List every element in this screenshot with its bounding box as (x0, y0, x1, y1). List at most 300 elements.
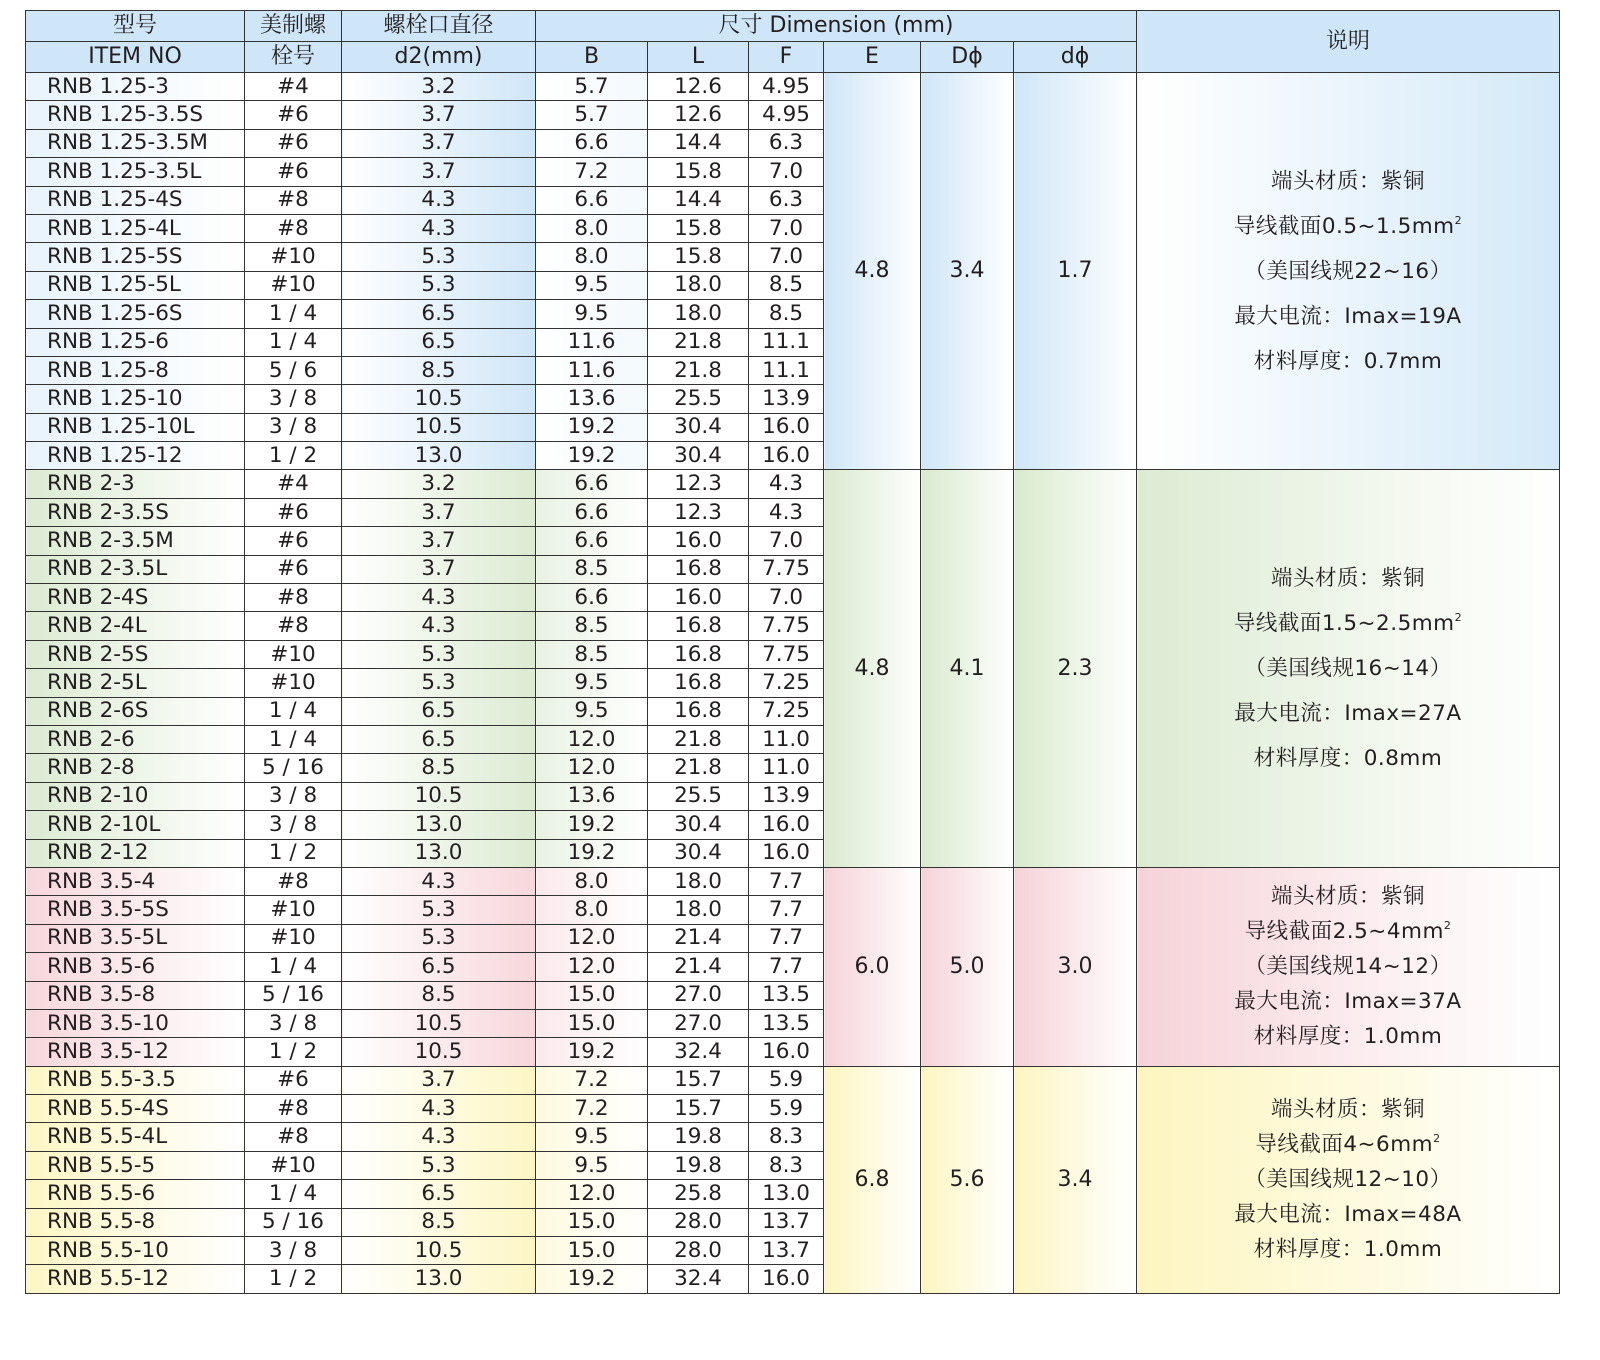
dim-F: 7.0 (749, 214, 824, 242)
dim-L: 30.4 (648, 442, 749, 470)
dim-B: 15.0 (536, 981, 648, 1009)
dim-Dphi: 3.4 (921, 73, 1014, 470)
item-no: RNB 2-4L (26, 612, 245, 640)
terminal-spec-table (25, 10, 1560, 1294)
dim-Dphi: 4.1 (921, 470, 1014, 867)
dim-B: 9.5 (536, 1123, 648, 1151)
group-1 (26, 73, 1560, 470)
dim-L: 15.7 (648, 1066, 749, 1094)
dim-L: 16.0 (648, 584, 749, 612)
table-row (26, 867, 1560, 895)
dim-dphi: 3.0 (1014, 867, 1137, 1066)
item-no: RNB 1.25-4L (26, 214, 245, 242)
dim-F: 4.95 (749, 73, 824, 101)
dim-B: 19.2 (536, 1038, 648, 1066)
item-no: RNB 2-5L (26, 669, 245, 697)
bolt-size: #8 (245, 1123, 342, 1151)
dim-L: 19.8 (648, 1151, 749, 1179)
d2-value: 10.5 (342, 782, 536, 810)
d2-value: 6.5 (342, 953, 536, 981)
item-no: RNB 2-4S (26, 584, 245, 612)
dim-B: 19.2 (536, 413, 648, 441)
dim-B: 7.2 (536, 158, 648, 186)
bolt-size: #10 (245, 896, 342, 924)
d2-value: 8.5 (342, 1208, 536, 1236)
dim-F: 7.75 (749, 612, 824, 640)
group-4 (26, 1066, 1560, 1293)
dim-L: 19.8 (648, 1123, 749, 1151)
header-d2-cn: 螺栓口直径 (342, 11, 536, 42)
note-line: 端头材质：紫铜 (1270, 566, 1425, 592)
dim-L: 32.4 (648, 1038, 749, 1066)
dim-B: 15.0 (536, 1208, 648, 1236)
item-no: RNB 2-8 (26, 754, 245, 782)
d2-value: 13.0 (342, 839, 536, 867)
d2-value: 8.5 (342, 981, 536, 1009)
bolt-size: 3 / 8 (245, 782, 342, 810)
dim-L: 14.4 (648, 129, 749, 157)
d2-value: 6.5 (342, 328, 536, 356)
dim-L: 15.7 (648, 1095, 749, 1123)
item-no: RNB 1.25-3 (26, 73, 245, 101)
d2-value: 13.0 (342, 811, 536, 839)
bolt-size: #6 (245, 158, 342, 186)
dim-B: 11.6 (536, 328, 648, 356)
dim-B: 6.6 (536, 186, 648, 214)
bolt-size: #6 (245, 101, 342, 129)
header-dphi: dϕ (1014, 42, 1137, 73)
superscript-2: 2 (1443, 919, 1452, 933)
d2-value: 8.5 (342, 356, 536, 384)
bolt-size: 1 / 4 (245, 300, 342, 328)
item-no: RNB 2-10 (26, 782, 245, 810)
d2-value: 6.5 (342, 1180, 536, 1208)
dim-L: 15.8 (648, 214, 749, 242)
item-no: RNB 1.25-10L (26, 413, 245, 441)
bolt-size: #8 (245, 214, 342, 242)
dim-L: 21.8 (648, 328, 749, 356)
dim-L: 12.3 (648, 498, 749, 526)
d2-value: 3.7 (342, 101, 536, 129)
dim-F: 7.75 (749, 640, 824, 668)
dim-B: 6.6 (536, 584, 648, 612)
dim-L: 32.4 (648, 1265, 749, 1293)
dim-F: 13.9 (749, 385, 824, 413)
dim-L: 16.8 (648, 640, 749, 668)
bolt-size: 5 / 16 (245, 1208, 342, 1236)
d2-value: 5.3 (342, 640, 536, 668)
dim-F: 6.3 (749, 186, 824, 214)
note-line: 导线截面$0.5\sim 1.5mm^2$ (1233, 213, 1463, 239)
d2-value: 10.5 (342, 1038, 536, 1066)
dim-F: 7.75 (749, 555, 824, 583)
group-2 (26, 470, 1560, 867)
d2-value: 5.3 (342, 896, 536, 924)
dim-L: 12.6 (648, 73, 749, 101)
table-header (26, 11, 1560, 73)
dim-B: 9.5 (536, 669, 648, 697)
item-no: RNB 5.5-4S (26, 1095, 245, 1123)
item-no: RNB 5.5-3.5 (26, 1066, 245, 1094)
dim-L: 21.8 (648, 725, 749, 753)
item-no: RNB 5.5-10 (26, 1237, 245, 1265)
header-bolt-line1: 美制螺 (245, 11, 342, 42)
bolt-size: #6 (245, 1066, 342, 1094)
d2-value: 8.5 (342, 754, 536, 782)
bolt-size: #8 (245, 867, 342, 895)
dim-B: 13.6 (536, 385, 648, 413)
item-no: RNB 2-3.5L (26, 555, 245, 583)
dim-F: 13.7 (749, 1208, 824, 1236)
bolt-size: #8 (245, 584, 342, 612)
dim-B: 12.0 (536, 1180, 648, 1208)
dim-B: 9.5 (536, 300, 648, 328)
dim-L: 16.8 (648, 697, 749, 725)
d2-value: 4.3 (342, 1123, 536, 1151)
dim-F: 11.0 (749, 754, 824, 782)
dim-L: 12.3 (648, 470, 749, 498)
item-no: RNB 1.25-12 (26, 442, 245, 470)
dim-B: 19.2 (536, 839, 648, 867)
dim-F: 7.7 (749, 953, 824, 981)
d2-value: 4.3 (342, 186, 536, 214)
bolt-size: 1 / 4 (245, 1180, 342, 1208)
note-cell (1137, 1066, 1560, 1293)
item-no: RNB 1.25-4S (26, 186, 245, 214)
item-no: RNB 5.5-12 (26, 1265, 245, 1293)
dim-F: 7.7 (749, 924, 824, 952)
dim-B: 15.0 (536, 1009, 648, 1037)
note-line: 导线截面$2.5\sim 4mm^2$ (1244, 919, 1452, 945)
header-dimension: 尺寸 Dimension (mm) (536, 11, 1137, 42)
note-line: （美国线规16~14） (1244, 656, 1452, 682)
dim-B: 8.0 (536, 896, 648, 924)
dim-L: 18.0 (648, 300, 749, 328)
dim-dphi: 2.3 (1014, 470, 1137, 867)
note-line: 最大电流：Imax=48A (1234, 1202, 1462, 1228)
dim-F: 8.5 (749, 271, 824, 299)
dim-L: 16.8 (648, 555, 749, 583)
dim-L: 14.4 (648, 186, 749, 214)
bolt-size: 3 / 8 (245, 811, 342, 839)
item-no: RNB 1.25-3.5L (26, 158, 245, 186)
note-line: 最大电流：Imax=19A (1234, 303, 1462, 329)
d2-value: 6.5 (342, 725, 536, 753)
dim-F: 5.9 (749, 1066, 824, 1094)
item-no: RNB 3.5-8 (26, 981, 245, 1009)
superscript-2: 2 (1433, 1132, 1441, 1146)
dim-F: 11.1 (749, 356, 824, 384)
bolt-size: #10 (245, 669, 342, 697)
bolt-size: 1 / 2 (245, 442, 342, 470)
dim-B: 7.2 (536, 1066, 648, 1094)
dim-F: 4.3 (749, 470, 824, 498)
header-E: E (824, 42, 921, 73)
dim-F: 8.3 (749, 1151, 824, 1179)
note-line: 端头材质：紫铜 (1270, 168, 1425, 194)
dim-B: 19.2 (536, 442, 648, 470)
d2-value: 3.7 (342, 1066, 536, 1094)
item-no: RNB 2-3.5M (26, 527, 245, 555)
item-no: RNB 5.5-4L (26, 1123, 245, 1151)
dim-B: 6.6 (536, 498, 648, 526)
dim-L: 15.8 (648, 158, 749, 186)
dim-L: 12.6 (648, 101, 749, 129)
dim-F: 7.25 (749, 669, 824, 697)
header-d2-en: d2(mm) (342, 42, 536, 73)
item-no: RNB 2-6S (26, 697, 245, 725)
dim-L: 21.4 (648, 924, 749, 952)
d2-value: 13.0 (342, 442, 536, 470)
d2-value: 10.5 (342, 385, 536, 413)
header-item-en: ITEM NO (26, 42, 245, 73)
dim-B: 7.2 (536, 1095, 648, 1123)
dim-F: 7.7 (749, 867, 824, 895)
d2-value: 4.3 (342, 612, 536, 640)
dim-E: 6.0 (824, 867, 921, 1066)
dim-F: 13.7 (749, 1237, 824, 1265)
dim-F: 13.5 (749, 1009, 824, 1037)
dim-L: 27.0 (648, 981, 749, 1009)
d2-value: 10.5 (342, 413, 536, 441)
dim-B: 12.0 (536, 953, 648, 981)
bolt-size: 1 / 4 (245, 953, 342, 981)
table-row (26, 1066, 1560, 1094)
d2-value: 10.5 (342, 1009, 536, 1037)
dim-L: 25.8 (648, 1180, 749, 1208)
dim-B: 13.6 (536, 782, 648, 810)
bolt-size: #10 (245, 243, 342, 271)
d2-value: 3.7 (342, 527, 536, 555)
bolt-size: 3 / 8 (245, 1009, 342, 1037)
d2-value: 4.3 (342, 214, 536, 242)
dim-F: 4.3 (749, 498, 824, 526)
dim-F: 11.1 (749, 328, 824, 356)
bolt-size: #8 (245, 612, 342, 640)
dim-L: 16.8 (648, 612, 749, 640)
d2-value: 5.3 (342, 669, 536, 697)
item-no: RNB 3.5-5L (26, 924, 245, 952)
item-no: RNB 1.25-3.5M (26, 129, 245, 157)
bolt-size: #4 (245, 470, 342, 498)
item-no: RNB 3.5-6 (26, 953, 245, 981)
bolt-size: 3 / 8 (245, 385, 342, 413)
item-no: RNB 3.5-10 (26, 1009, 245, 1037)
note-line: 材料厚度：0.8mm (1253, 746, 1443, 772)
dim-L: 16.8 (648, 669, 749, 697)
dim-F: 11.0 (749, 725, 824, 753)
dim-F: 16.0 (749, 1038, 824, 1066)
d2-value: 6.5 (342, 300, 536, 328)
item-no: RNB 2-10L (26, 811, 245, 839)
d2-value: 3.7 (342, 555, 536, 583)
bolt-size: 3 / 8 (245, 413, 342, 441)
dim-L: 21.4 (648, 953, 749, 981)
bolt-size: 1 / 4 (245, 328, 342, 356)
dim-B: 9.5 (536, 271, 648, 299)
item-no: RNB 2-6 (26, 725, 245, 753)
note-line: 最大电流：Imax=27A (1234, 701, 1462, 727)
dim-F: 16.0 (749, 442, 824, 470)
dim-B: 19.2 (536, 811, 648, 839)
dim-F: 7.0 (749, 527, 824, 555)
bolt-size: #10 (245, 640, 342, 668)
dim-F: 5.9 (749, 1095, 824, 1123)
note-line: 导线截面$4\sim 6mm^2$ (1255, 1132, 1441, 1158)
header-bolt-line2: 栓号 (245, 42, 342, 73)
dim-L: 16.0 (648, 527, 749, 555)
bolt-size: #6 (245, 527, 342, 555)
dim-B: 19.2 (536, 1265, 648, 1293)
item-no: RNB 2-3.5S (26, 498, 245, 526)
dim-B: 8.5 (536, 612, 648, 640)
d2-value: 3.7 (342, 158, 536, 186)
d2-value: 13.0 (342, 1265, 536, 1293)
item-no: RNB 3.5-5S (26, 896, 245, 924)
item-no: RNB 1.25-6S (26, 300, 245, 328)
dim-B: 9.5 (536, 1151, 648, 1179)
dim-L: 25.5 (648, 782, 749, 810)
bolt-size: #6 (245, 498, 342, 526)
bolt-size: 5 / 16 (245, 754, 342, 782)
item-no: RNB 1.25-8 (26, 356, 245, 384)
dim-L: 30.4 (648, 413, 749, 441)
d2-value: 5.3 (342, 243, 536, 271)
dim-dphi: 1.7 (1014, 73, 1137, 470)
dim-B: 9.5 (536, 697, 648, 725)
dim-E: 4.8 (824, 73, 921, 470)
d2-value: 3.2 (342, 73, 536, 101)
note-line: （美国线规12~10） (1244, 1167, 1452, 1193)
d2-value: 5.3 (342, 1151, 536, 1179)
item-no: RNB 1.25-3.5S (26, 101, 245, 129)
dim-F: 8.3 (749, 1123, 824, 1151)
dim-L: 18.0 (648, 896, 749, 924)
superscript-2: 2 (1454, 611, 1463, 625)
dim-F: 7.0 (749, 584, 824, 612)
dim-B: 8.5 (536, 640, 648, 668)
dim-F: 16.0 (749, 811, 824, 839)
dim-B: 12.0 (536, 924, 648, 952)
bolt-size: #4 (245, 73, 342, 101)
bolt-size: #10 (245, 271, 342, 299)
note-line: （美国线规14~12） (1244, 954, 1452, 980)
dim-B: 12.0 (536, 725, 648, 753)
dim-L: 21.8 (648, 356, 749, 384)
dim-B: 5.7 (536, 73, 648, 101)
dim-B: 8.0 (536, 867, 648, 895)
dim-B: 6.6 (536, 129, 648, 157)
note-line: 材料厚度：1.0mm (1253, 1024, 1443, 1050)
dim-F: 8.5 (749, 300, 824, 328)
bolt-size: 3 / 8 (245, 1237, 342, 1265)
dim-L: 15.8 (648, 243, 749, 271)
header-B: B (536, 42, 648, 73)
dim-B: 11.6 (536, 356, 648, 384)
dim-F: 16.0 (749, 839, 824, 867)
item-no: RNB 1.25-6 (26, 328, 245, 356)
group-3 (26, 867, 1560, 1066)
item-no: RNB 1.25-10 (26, 385, 245, 413)
dim-B: 6.6 (536, 527, 648, 555)
dim-E: 6.8 (824, 1066, 921, 1293)
d2-value: 5.3 (342, 271, 536, 299)
item-no: RNB 2-3 (26, 470, 245, 498)
dim-L: 28.0 (648, 1237, 749, 1265)
d2-value: 10.5 (342, 1237, 536, 1265)
dim-F: 16.0 (749, 413, 824, 441)
header-L: L (648, 42, 749, 73)
note-line: 材料厚度：0.7mm (1253, 348, 1443, 374)
dim-F: 6.3 (749, 129, 824, 157)
dim-L: 30.4 (648, 839, 749, 867)
item-no: RNB 2-5S (26, 640, 245, 668)
dim-B: 5.7 (536, 101, 648, 129)
note-line: 端头材质：紫铜 (1270, 1097, 1425, 1123)
item-no: RNB 2-12 (26, 839, 245, 867)
bolt-size: #8 (245, 1095, 342, 1123)
dim-L: 18.0 (648, 867, 749, 895)
bolt-size: 1 / 2 (245, 1038, 342, 1066)
dim-F: 7.0 (749, 243, 824, 271)
note-line: 材料厚度：1.0mm (1253, 1237, 1443, 1263)
dim-E: 4.8 (824, 470, 921, 867)
bolt-size: 1 / 4 (245, 725, 342, 753)
dim-B: 12.0 (536, 754, 648, 782)
dim-F: 7.7 (749, 896, 824, 924)
item-no: RNB 1.25-5S (26, 243, 245, 271)
dim-L: 18.0 (648, 271, 749, 299)
bolt-size: 5 / 16 (245, 981, 342, 1009)
d2-value: 4.3 (342, 867, 536, 895)
note-line: 导线截面$1.5\sim 2.5mm^2$ (1233, 611, 1463, 637)
note-cell (1137, 470, 1560, 867)
dim-F: 7.0 (749, 158, 824, 186)
dim-F: 4.95 (749, 101, 824, 129)
d2-value: 3.7 (342, 129, 536, 157)
dim-B: 8.5 (536, 555, 648, 583)
bolt-size: #10 (245, 924, 342, 952)
d2-value: 5.3 (342, 924, 536, 952)
dim-L: 21.8 (648, 754, 749, 782)
table-row (26, 73, 1560, 101)
bolt-size: #6 (245, 129, 342, 157)
dim-L: 25.5 (648, 385, 749, 413)
item-no: RNB 3.5-4 (26, 867, 245, 895)
note-line: 端头材质：紫铜 (1270, 884, 1425, 910)
bolt-size: #8 (245, 186, 342, 214)
dim-F: 13.5 (749, 981, 824, 1009)
superscript-2: 2 (1454, 213, 1463, 227)
bolt-size: 5 / 6 (245, 356, 342, 384)
item-no: RNB 1.25-5L (26, 271, 245, 299)
dim-F: 16.0 (749, 1265, 824, 1293)
item-no: RNB 5.5-8 (26, 1208, 245, 1236)
bolt-size: 1 / 2 (245, 1265, 342, 1293)
note-line: 最大电流：Imax=37A (1234, 989, 1462, 1015)
dim-F: 13.0 (749, 1180, 824, 1208)
d2-value: 3.2 (342, 470, 536, 498)
dim-B: 8.0 (536, 214, 648, 242)
dim-L: 28.0 (648, 1208, 749, 1236)
note-cell (1137, 867, 1560, 1066)
bolt-size: 1 / 4 (245, 697, 342, 725)
table-row (26, 470, 1560, 498)
dim-B: 15.0 (536, 1237, 648, 1265)
bolt-size: #10 (245, 1151, 342, 1179)
header-Dphi: Dϕ (921, 42, 1014, 73)
item-no: RNB 3.5-12 (26, 1038, 245, 1066)
